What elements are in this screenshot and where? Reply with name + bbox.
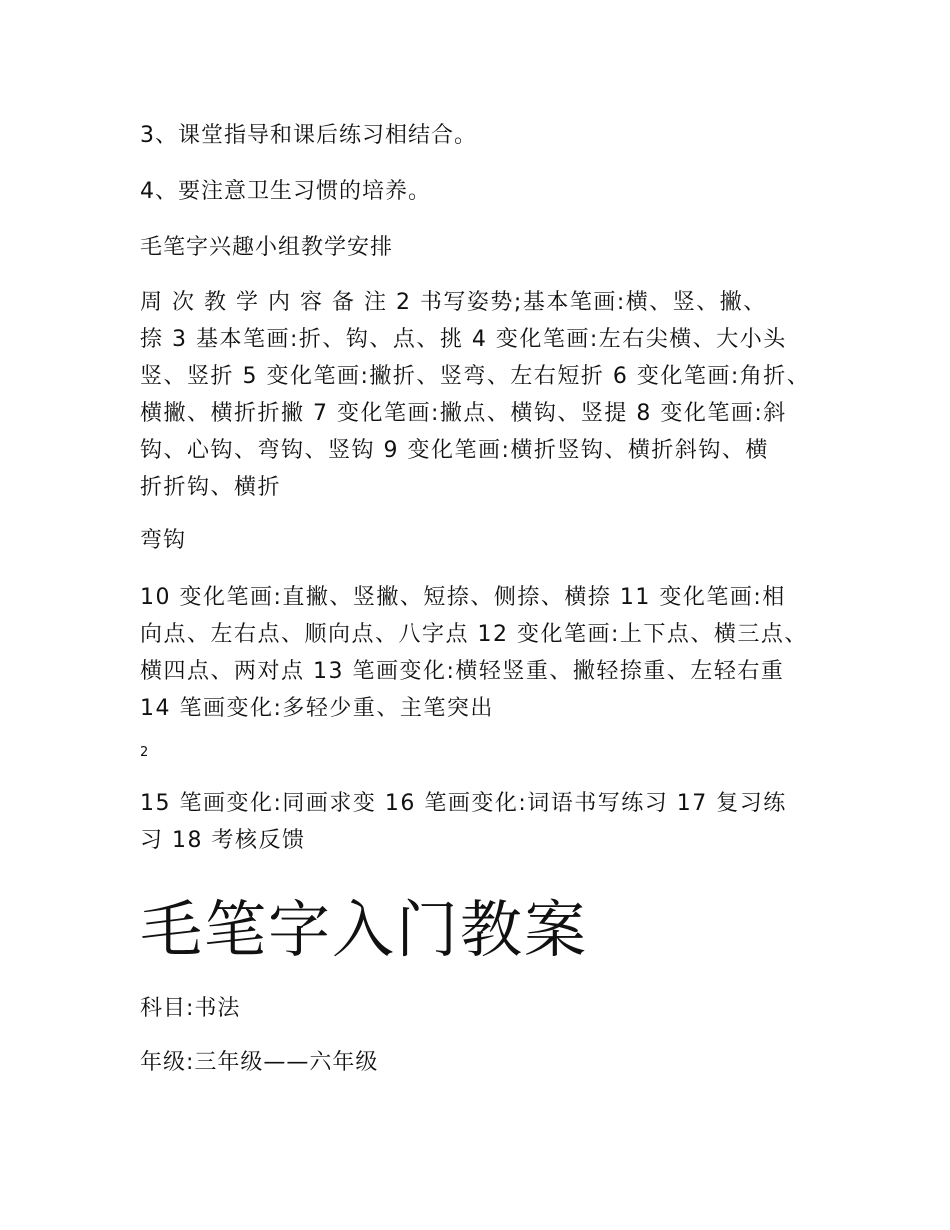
list-item-3: 3、课堂指导和课后练习相结合。 [140,123,477,148]
text-line: 15 笔画变化:同画求变 16 笔画变化:词语书写练习 17 复习练 [140,791,787,816]
fragment-text: 弯钩 [140,528,187,553]
page-number: 2 [140,745,149,760]
list-item-4: 4、要注意卫生习惯的培养。 [140,179,431,204]
schedule-paragraph-3 [140,785,820,859]
text-line: 周 次 教 学 内 容 备 注 2 书写姿势;基本笔画:横、竖、撇、 [140,290,767,315]
schedule-paragraph-1 [140,284,820,506]
grade-line: 年级:三年级——六年级 [140,1050,379,1075]
text-line: 折折钩、横折 [140,475,282,500]
text-line: 14 笔画变化:多轻少重、主笔突出 [140,696,494,721]
text-line: 习 18 考核反馈 [140,828,306,853]
document-title: 毛笔字入门教案 [140,893,589,966]
text-line: 捺 3 基本笔画:折、钩、点、挑 4 变化笔画:左右尖横、大小头 [140,327,787,352]
text-line: 10 变化笔画:直撇、竖撇、短捺、侧捺、横捺 11 变化笔画:相 [140,585,786,610]
text-line: 横撇、横折折撇 7 变化笔画:撇点、横钩、竖提 8 变化笔画:斜 [140,401,787,426]
schedule-heading: 毛笔字兴趣小组教学安排 [140,235,394,260]
subject-line: 科目:书法 [140,996,241,1021]
text-line: 竖、竖折 5 变化笔画:撇折、竖弯、左右短折 6 变化笔画:角折、 [140,364,811,389]
schedule-paragraph-2 [140,579,820,727]
text-line: 钩、心钩、弯钩、竖钩 9 变化笔画:横折竖钩、横折斜钩、横 [140,438,769,463]
text-line: 横四点、两对点 13 笔画变化:横轻竖重、撇轻捺重、左轻右重 [140,659,785,684]
text-line: 向点、左右点、顺向点、八字点 12 变化笔画:上下点、横三点、 [140,622,808,647]
